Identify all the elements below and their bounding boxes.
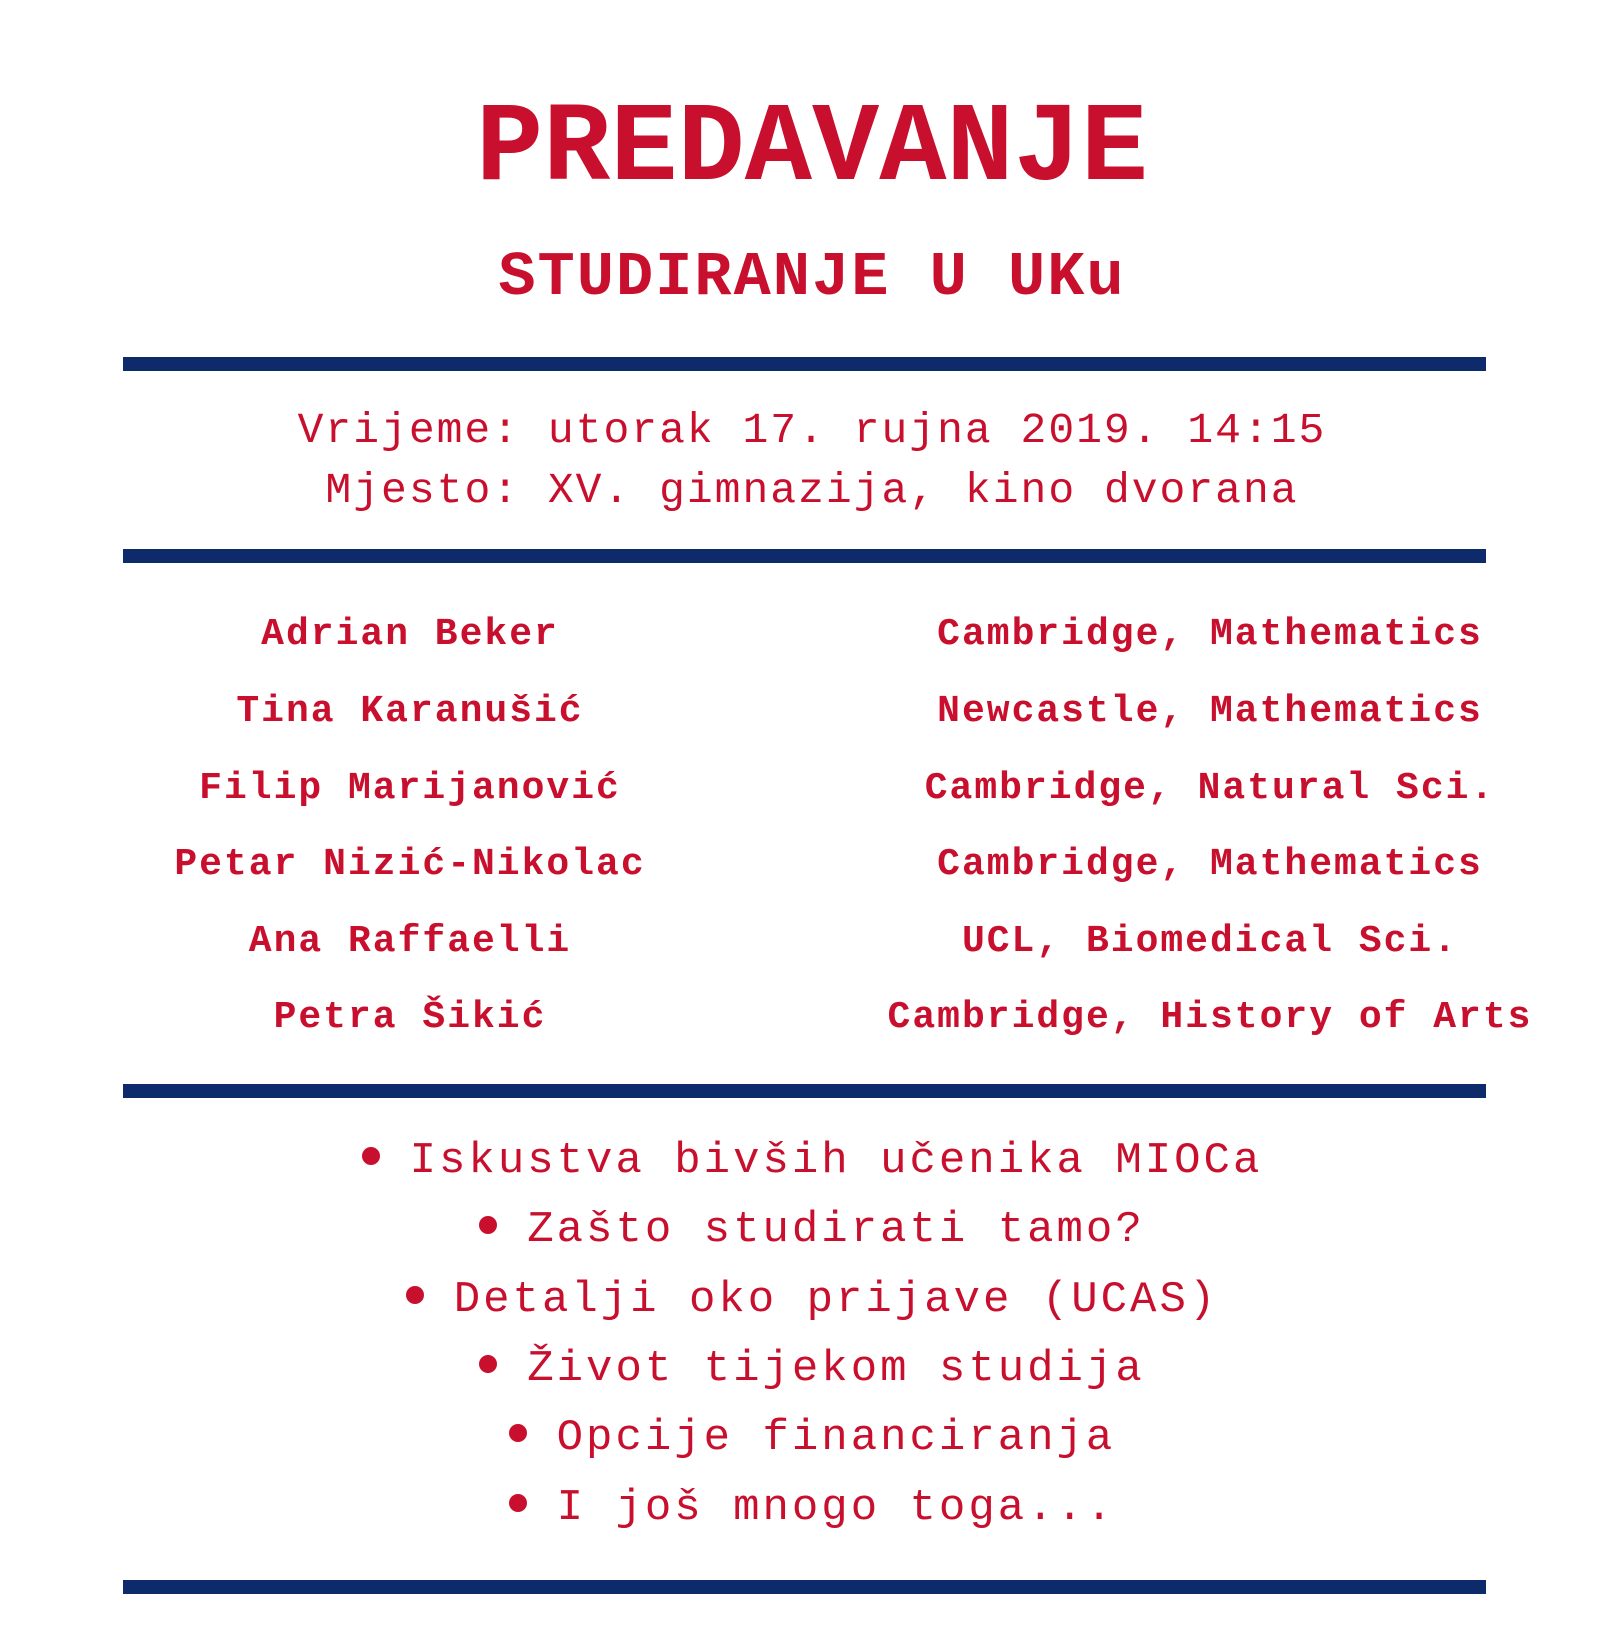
bullet-icon — [509, 1424, 527, 1442]
topic-text: I još mnogo toga... — [556, 1483, 1116, 1533]
speaker-name: Petra Šikić — [273, 996, 547, 1039]
speaker-row — [0, 609, 1624, 661]
speaker-row — [0, 992, 1624, 1044]
event-time: Vrijeme: utorak 17. rujna 2019. 14:15 — [297, 406, 1327, 455]
speaker-row — [0, 763, 1624, 815]
speaker-university: Cambridge, Mathematics — [937, 843, 1483, 886]
topic-text: Iskustva bivših učenika MIOCa — [409, 1136, 1263, 1186]
topic-item — [0, 1341, 1624, 1397]
speaker-name: Ana Raffaelli — [248, 920, 572, 963]
divider-info — [123, 549, 1486, 563]
topic-text: Zašto studirati tamo? — [527, 1205, 1145, 1255]
bullet-icon — [406, 1286, 424, 1304]
topic-item — [0, 1202, 1624, 1258]
speaker-university: Cambridge, History of Arts — [887, 996, 1533, 1039]
poster-subtitle: STUDIRANJE U UKu — [498, 242, 1126, 313]
speaker-university: UCL, Biomedical Sci. — [961, 920, 1459, 963]
poster-title: PREDAVANJE — [475, 86, 1149, 213]
speaker-university: Cambridge, Natural Sci. — [924, 767, 1496, 810]
topic-text: Život tijekom studija — [527, 1344, 1145, 1394]
divider-speakers — [123, 1084, 1486, 1098]
divider-top — [123, 357, 1486, 371]
speaker-university: Cambridge, Mathematics — [937, 613, 1483, 656]
speaker-university: Newcastle, Mathematics — [937, 690, 1483, 733]
bullet-icon — [509, 1494, 527, 1512]
event-place: Mjesto: XV. gimnazija, kino dvorana — [325, 466, 1299, 515]
speaker-name: Petar Nizić-Nikolac — [174, 843, 646, 886]
speaker-row — [0, 839, 1624, 891]
bullet-icon — [479, 1355, 497, 1373]
topic-text: Opcije financiranja — [556, 1413, 1116, 1463]
speaker-name: Tina Karanušić — [236, 690, 584, 733]
speaker-name: Filip Marijanović — [199, 767, 621, 810]
speaker-name: Adrian Beker — [261, 613, 559, 656]
divider-bottom — [123, 1580, 1486, 1594]
bullet-icon — [362, 1147, 380, 1165]
topic-item — [0, 1133, 1624, 1189]
topic-item — [0, 1410, 1624, 1466]
speaker-row — [0, 686, 1624, 738]
topic-item — [0, 1480, 1624, 1536]
topic-item — [0, 1272, 1624, 1328]
speaker-row — [0, 916, 1624, 968]
bullet-icon — [479, 1216, 497, 1234]
topic-text: Detalji oko prijave (UCAS) — [453, 1275, 1219, 1325]
